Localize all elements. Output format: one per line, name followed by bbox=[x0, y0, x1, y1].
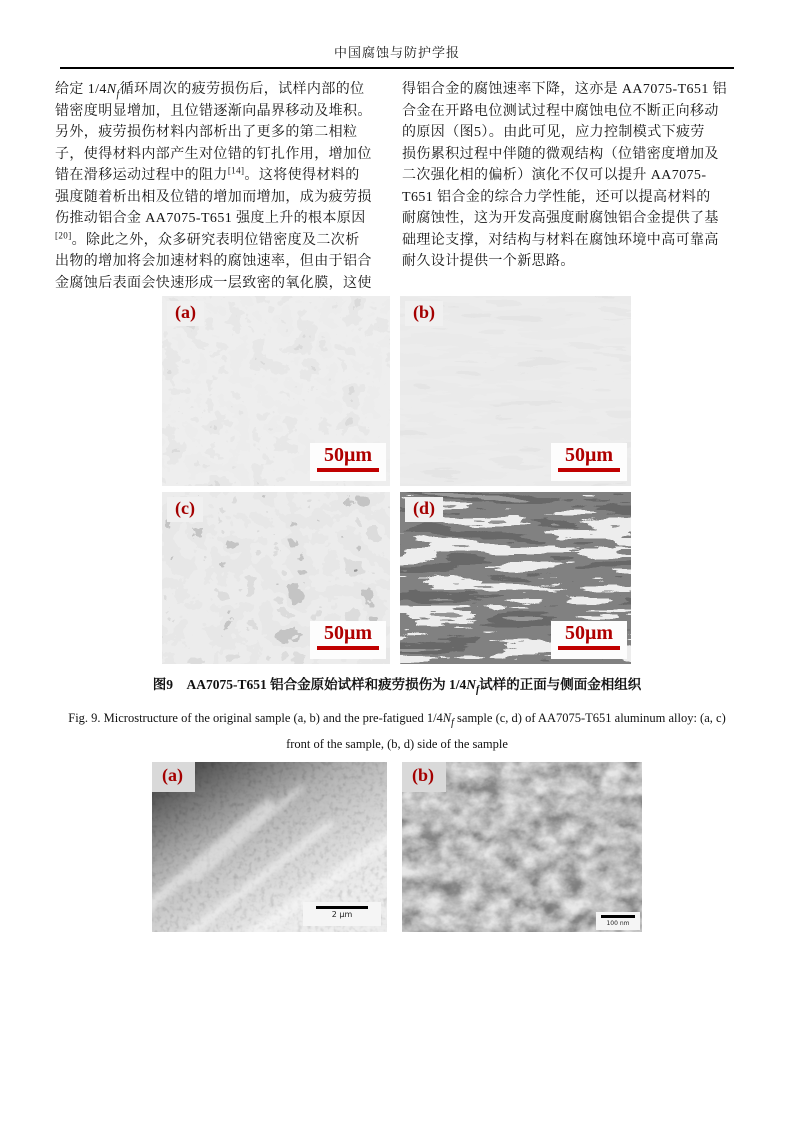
text-segment: 金腐蚀后表面会快速形成一层致密的氧化膜，这使 bbox=[55, 275, 372, 291]
text-segment: 得铝合金的腐蚀速率下降，这亦是 AA7075-T651 铝 bbox=[402, 82, 728, 97]
fig9-micrograph-a bbox=[162, 296, 390, 486]
text-line bbox=[402, 79, 742, 101]
text-line bbox=[402, 251, 742, 273]
text-line bbox=[55, 208, 395, 230]
text-line bbox=[55, 251, 395, 273]
scale-bar bbox=[310, 621, 386, 659]
body-text-left-column bbox=[55, 79, 395, 294]
scale-bar bbox=[596, 912, 640, 930]
text-segment: sample (c, d) of AA7075-T651 aluminum alloy: (a, c) bbox=[453, 711, 726, 725]
text-segment: [20] bbox=[55, 229, 72, 240]
text-segment: 耐久设计提供一个新思路。 bbox=[402, 254, 575, 269]
text-segment: N bbox=[466, 677, 476, 692]
panel-label: (b) bbox=[405, 301, 443, 326]
scale-bar-text: 100 nm bbox=[606, 920, 630, 927]
text-line bbox=[55, 101, 395, 123]
text-segment: 错在滑移运动过程中的阻力 bbox=[55, 168, 228, 183]
scale-bar-text: 50μm bbox=[324, 622, 372, 644]
text-line bbox=[55, 79, 395, 101]
text-segment: f bbox=[116, 88, 120, 100]
text-line bbox=[402, 165, 742, 187]
scale-bar-line bbox=[601, 915, 635, 918]
text-line bbox=[55, 165, 395, 187]
text-segment: 。这将使得材料的 bbox=[244, 168, 360, 183]
text-segment: 出物的增加将会加速材料的腐蚀速率，但由于铝合 bbox=[55, 254, 372, 269]
text-segment: 子，使得材料内部产生对位错的钉扎作用，增加位 bbox=[55, 146, 372, 162]
text-segment: 损伤累积过程中伴随的微观结构（位错密度增加及 bbox=[402, 146, 719, 162]
text-segment: Fig. 9. Microstructure of the original sample (a, b) and the pre-fatigued 1/4 bbox=[68, 711, 443, 725]
journal-header-title: 中国腐蚀与防护学报 bbox=[333, 45, 460, 60]
text-segment: 循环周次的疲劳损伤后，试样内部的位 bbox=[119, 82, 365, 97]
text-segment: N bbox=[106, 82, 117, 97]
text-segment: 给定 1/4 bbox=[55, 82, 107, 97]
text-segment: f bbox=[475, 684, 480, 696]
scale-bar bbox=[310, 443, 386, 481]
text-line bbox=[55, 122, 395, 144]
text-line bbox=[402, 101, 742, 123]
scale-bar-line bbox=[317, 646, 379, 650]
fig9-caption-english-line2 bbox=[0, 737, 794, 752]
panel-label: (a) bbox=[167, 301, 204, 326]
text-segment: 的原因（图5）。由此可见，应力控制模式下疲劳 bbox=[402, 125, 705, 140]
scale-bar bbox=[551, 443, 627, 481]
scale-bar-line bbox=[316, 906, 368, 909]
fig10-tem-b bbox=[402, 762, 642, 932]
text-segment: front of the sample, (b, d) side of the sample bbox=[286, 737, 508, 751]
scale-bar-line bbox=[558, 468, 620, 472]
text-segment: 另外，疲劳损伤材料内部析出了更多的第二相粒 bbox=[55, 125, 358, 140]
text-line bbox=[402, 122, 742, 144]
header-rule bbox=[60, 67, 734, 69]
text-segment: f bbox=[451, 717, 454, 729]
panel-label: (c) bbox=[167, 497, 203, 522]
scale-bar bbox=[303, 902, 381, 926]
text-segment: [14] bbox=[227, 165, 245, 176]
scale-bar-text: 50μm bbox=[565, 622, 613, 644]
text-segment: 耐腐蚀性，这为开发高强度耐腐蚀铝合金提供了基 bbox=[402, 211, 719, 226]
fig9-caption-english-line1 bbox=[0, 711, 794, 729]
scale-bar bbox=[551, 621, 627, 659]
text-segment: 合金在开路电位测试过程中腐蚀电位不断正向移动 bbox=[402, 103, 719, 119]
text-segment: 错密度明显增加，且位错逐渐向晶界移动及堆积。 bbox=[55, 103, 372, 119]
text-line bbox=[402, 187, 742, 209]
text-segment: 强度随着析出相及位错的增加而增加，成为疲劳损 bbox=[55, 189, 372, 205]
text-line bbox=[55, 144, 395, 166]
fig9-micrograph-c bbox=[162, 492, 390, 664]
text-line bbox=[402, 208, 742, 230]
scale-bar-line bbox=[558, 646, 620, 650]
scale-bar-text: 2 μm bbox=[331, 910, 353, 919]
text-line bbox=[55, 230, 395, 252]
text-line bbox=[55, 187, 395, 209]
text-line bbox=[55, 273, 395, 295]
text-line bbox=[402, 230, 742, 252]
text-segment: T651 铝合金的综合力学性能，还可以提高材料的 bbox=[402, 189, 711, 205]
fig10-tem-a bbox=[152, 762, 387, 932]
scale-bar-line bbox=[317, 468, 379, 472]
fig9-micrograph-d bbox=[400, 492, 631, 664]
fig9-caption-chinese bbox=[0, 673, 794, 696]
text-segment: 图9 AA7075-T651 铝合金原始试样和疲劳损伤为 1/4 bbox=[152, 677, 467, 692]
body-text-right-column bbox=[402, 79, 742, 273]
text-line bbox=[402, 144, 742, 166]
text-segment: N bbox=[442, 711, 452, 725]
text-segment: 二次强化相的偏析）演化不仅可以提升 AA7075- bbox=[402, 168, 707, 183]
panel-label: (d) bbox=[405, 497, 443, 522]
text-segment: 础理论支撑，对结构与材料在腐蚀环境中高可靠高 bbox=[402, 232, 719, 248]
panel-label: (b) bbox=[402, 762, 446, 792]
text-segment: 。除此之外，众多研究表明位错密度及二次析 bbox=[71, 232, 360, 248]
scale-bar-text: 50μm bbox=[565, 444, 613, 466]
panel-label: (a) bbox=[152, 762, 195, 792]
text-segment: 伤推动铝合金 AA7075-T651 强度上升的根本原因 bbox=[55, 211, 366, 226]
fig9-micrograph-b bbox=[400, 296, 631, 486]
scale-bar-text: 50μm bbox=[324, 444, 372, 466]
text-segment: 试样的正面与侧面金相组织 bbox=[479, 677, 642, 692]
